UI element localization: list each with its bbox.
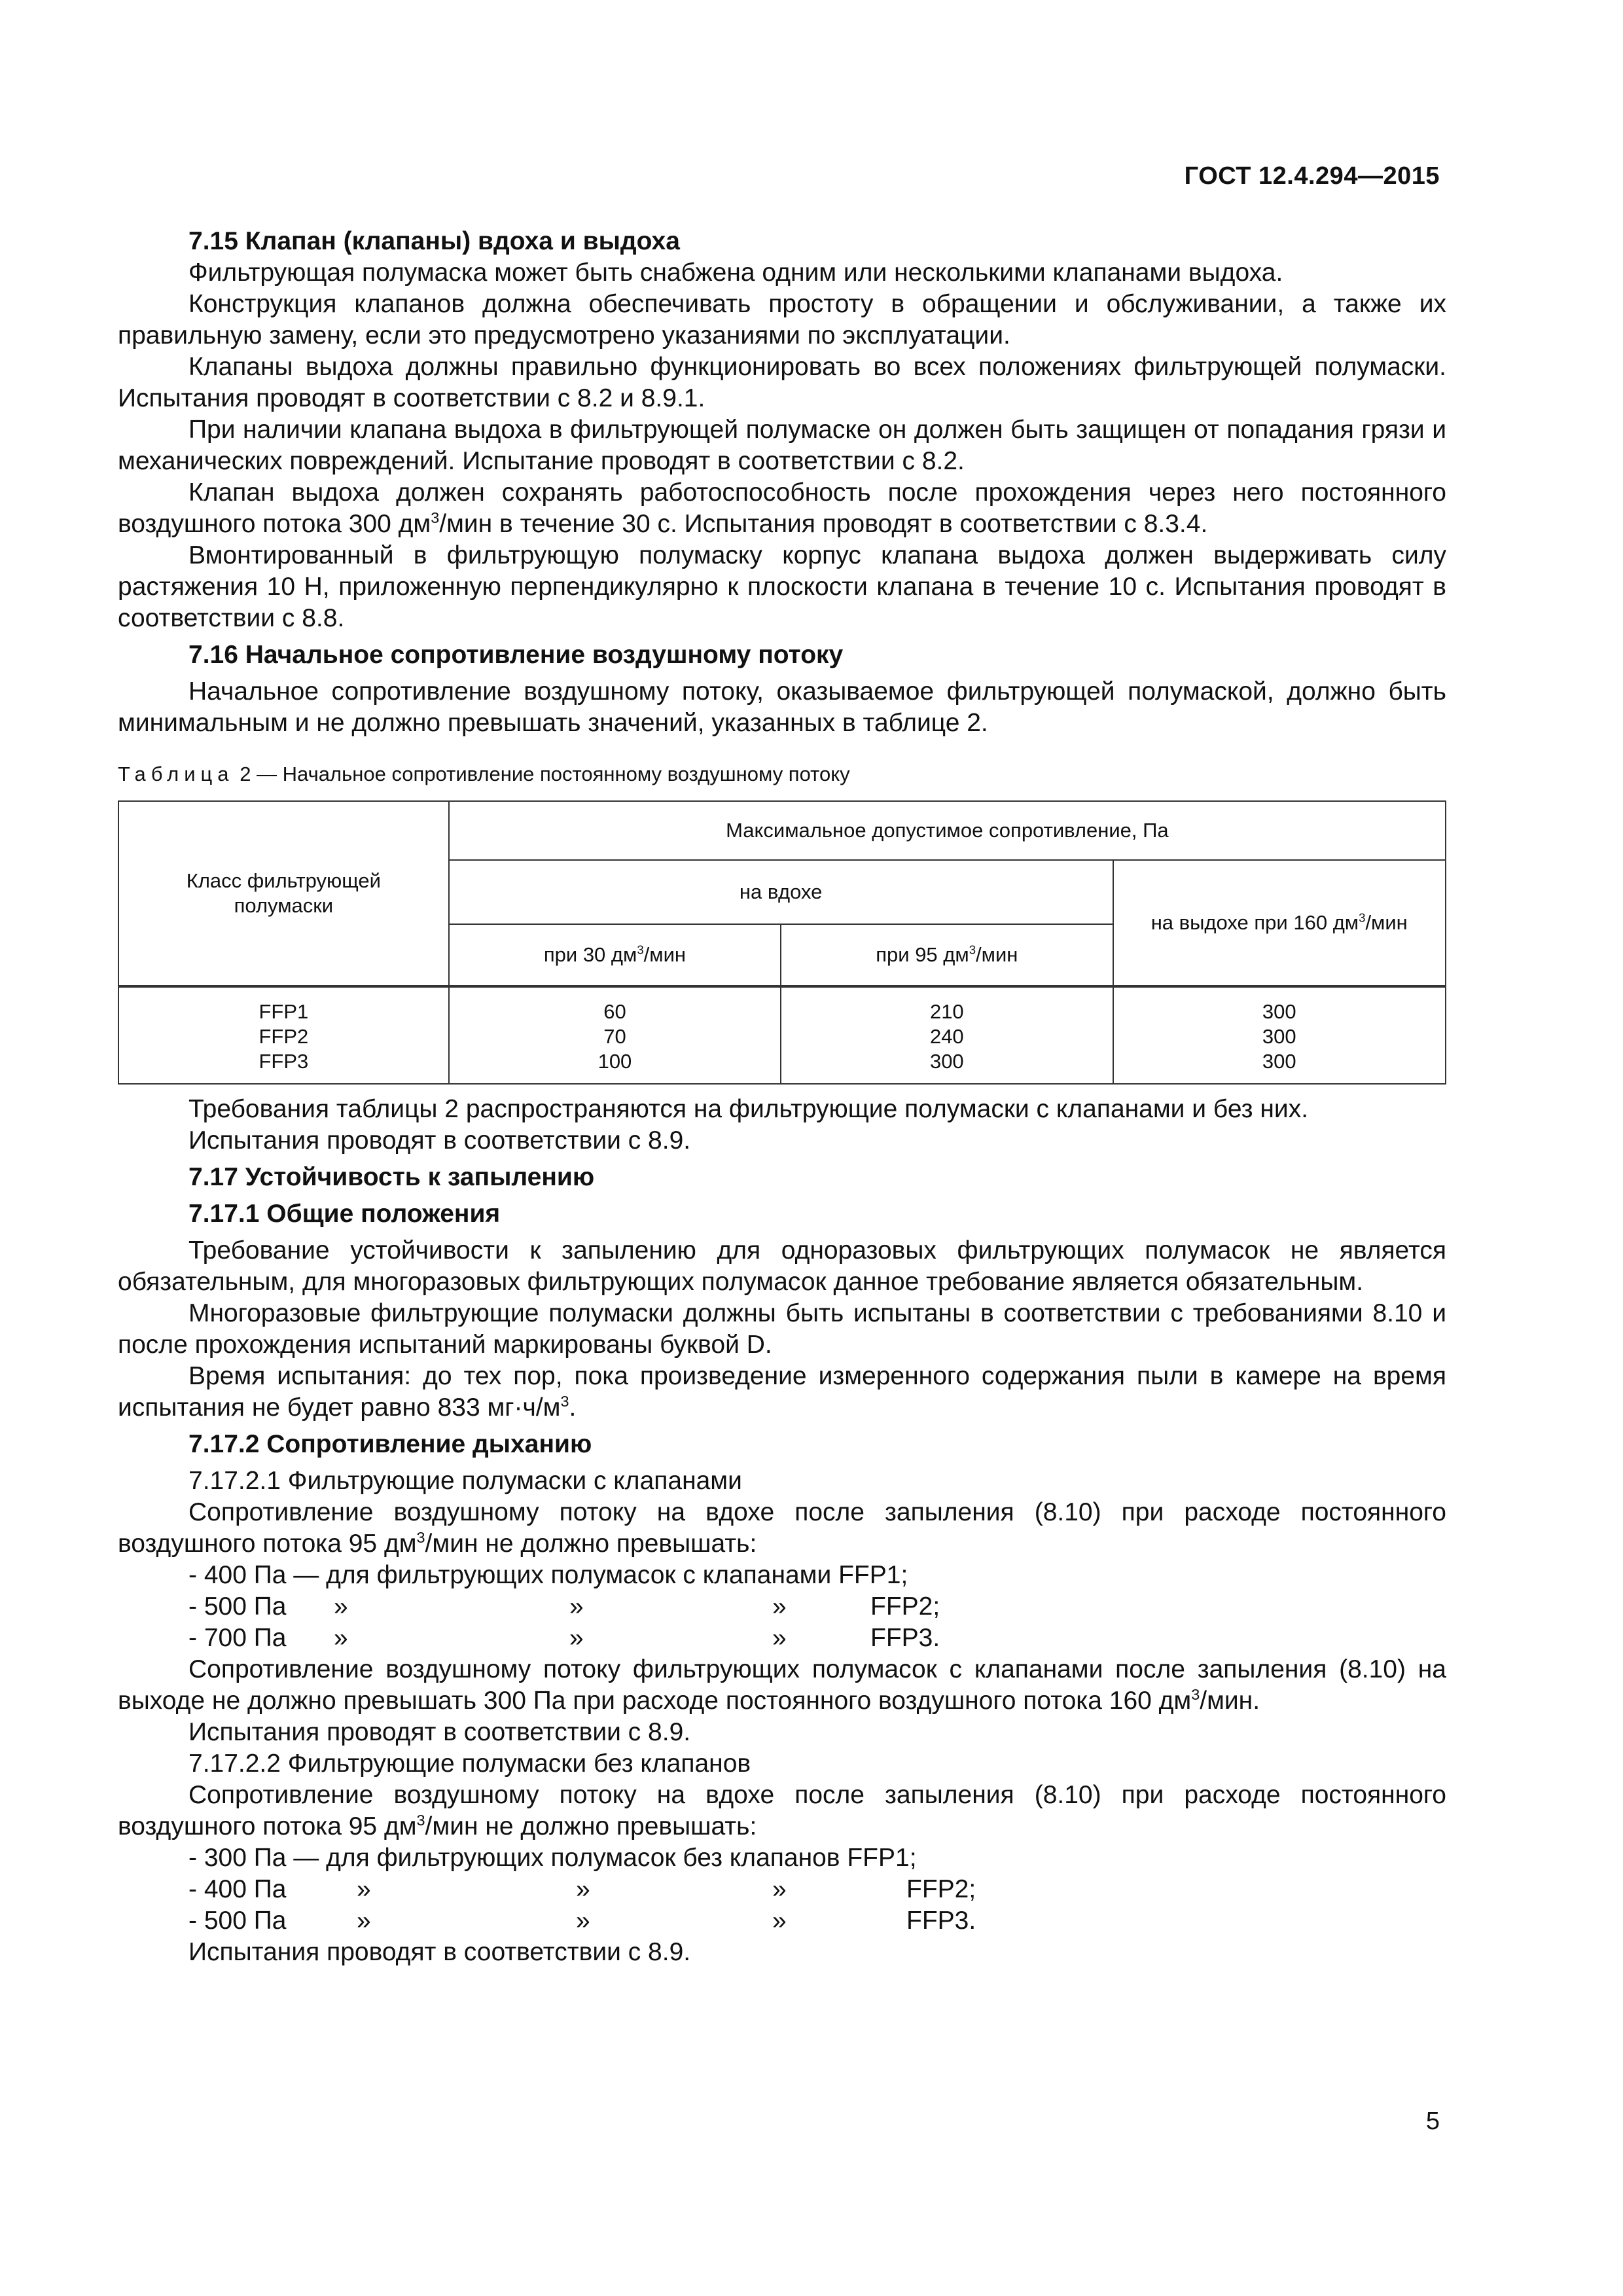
subsection-7-17-2-1-heading: 7.17.2.1 Фильтрующие полумаски с клапанами <box>188 1467 742 1495</box>
table-header-exhale: на выдохе при 160 $дм^3$/мин <box>1113 860 1446 986</box>
resistance-table <box>118 800 1446 1085</box>
section-7-17-heading: 7.17 Устойчивость к запылению <box>188 1163 595 1191</box>
list-item: - 300 Па — для фильтрующих полумасок без клапанов FFP1; <box>188 1844 917 1872</box>
paragraph: Клапаны выдоха должны правильно функционировать во всех положениях фильтрующей полумаски. Испытания проводят в соответствии с 8.2 и 8.9.1. <box>118 353 1446 412</box>
paragraph: Испытания проводят в соответствии с 8.9. <box>188 1718 691 1746</box>
list-item: - 400 Па » » » FFP2; <box>188 1875 976 1903</box>
table-cell-exhale: 300 300 300 <box>1113 986 1446 1084</box>
table-cell-class: FFP1 FFP2 FFP3 <box>118 986 449 1084</box>
subsection-7-17-2-2-heading: 7.17.2.2 Фильтрующие полумаски без клапанов <box>188 1749 751 1778</box>
table-caption: Таблица 2 — Начальное сопротивление постоянному воздушному потоку <box>118 762 850 785</box>
table-header-inhale: на вдохе <box>449 860 1113 924</box>
section-7-17-2-heading: 7.17.2 Сопротивление дыханию <box>188 1430 592 1458</box>
paragraph: Сопротивление воздушному потоку на вдохе после запыления (8.10) при расходе постоянного воздушного потока 95 $дм^3$/мин не должно превышать: <box>118 1781 1446 1840</box>
table-header-30: при 30 $дм^3$/мин <box>449 924 781 986</box>
document-body <box>118 226 1446 1968</box>
table-header-95: при 95 $дм^3$/мин <box>781 924 1113 986</box>
paragraph: Клапан выдоха должен сохранять работоспособность после прохождения через него постоянного воздушного потока 300 $дм^3$/мин в течение 30 с. Испытания проводят в соответствии с 8.3.4. <box>118 478 1446 538</box>
list-item: - 500 Па » » » FFP2; <box>188 1592 940 1621</box>
section-7-17-1-heading: 7.17.1 Общие положения <box>188 1200 501 1228</box>
standard-number: ГОСТ 12.4.294—2015 <box>1184 162 1440 190</box>
paragraph: Вмонтированный в фильтрующую полумаску корпус клапана выдоха должен выдерживать силу растяжения 10 Н, приложенную перпендикулярно к плоскости клапана в течение 10 с. Испытания проводят в соответствии с 8.8. <box>118 541 1446 632</box>
section-7-16-heading: 7.16 Начальное сопротивление воздушному потоку <box>188 641 844 669</box>
paragraph: Фильтрующая полумаска может быть снабжена одним или несколькими клапанами выдоха. <box>188 259 1283 287</box>
section-7-15-heading: 7.15 Клапан (клапаны) вдоха и выдоха <box>188 227 680 255</box>
requirement-list <box>118 1560 1446 1654</box>
requirement-list <box>118 1842 1446 1937</box>
table-header-max: Максимальное допустимое сопротивление, Па <box>449 801 1446 860</box>
list-item: - 400 Па — для фильтрующих полумасок с клапанами FFP1; <box>188 1561 908 1589</box>
paragraph: При наличии клапана выдоха в фильтрующей полумаске он должен быть защищен от попадания грязи и механических повреждений. Испытание проводят в соответствии с 8.2. <box>118 416 1446 475</box>
page-number: 5 <box>1425 2108 1440 2135</box>
paragraph: Испытания проводят в соответствии с 8.9. <box>188 1938 691 1966</box>
paragraph: Время испытания: до тех пор, пока произведение измеренного содержания пыли в камере на время испытания не будет равно 833 $мг\cdot ч/м^3$. <box>118 1362 1446 1422</box>
list-item: - 500 Па » » » FFP3. <box>188 1907 976 1935</box>
table-body <box>118 986 1446 1084</box>
paragraph: Многоразовые фильтрующие полумаски должны быть испытаны в соответствии с требованиями 8.10 и после прохождения испытаний маркированы буквой D. <box>118 1299 1446 1359</box>
paragraph: Конструкция клапанов должна обеспечивать простоту в обращении и обслуживании, а также их правильную замену, если это предусмотрено указаниями по эксплуатации. <box>118 290 1446 350</box>
paragraph: Сопротивление воздушному потоку на вдохе после запыления (8.10) при расходе постоянного воздушного потока 95 $дм^3$/мин не должно превышать: <box>118 1498 1446 1558</box>
table-cell-95: 210 240 300 <box>781 986 1113 1084</box>
list-item: - 700 Па » » » FFP3. <box>188 1624 940 1652</box>
paragraph: Требования таблицы 2 распространяются на фильтрующие полумаски с клапанами и без них. <box>188 1095 1309 1123</box>
paragraph: Испытания проводят в соответствии с 8.9. <box>188 1126 691 1155</box>
table-header-class: Класс фильтрующей полумаски <box>118 801 449 986</box>
table-cell-30: 60 70 100 <box>449 986 781 1084</box>
paragraph: Требование устойчивости к запылению для одноразовых фильтрующих полумасок не является обязательным, для многоразовых фильтрующих полумасок данное требование является обязательным. <box>118 1236 1446 1296</box>
paragraph: Начальное сопротивление воздушному потоку, оказываемое фильтрующей полумаской, должно быть минимальным и не должно превышать значений, указанных в таблице 2. <box>118 677 1446 737</box>
paragraph: Сопротивление воздушному потоку фильтрующих полумасок с клапанами после запыления (8.10) на выходе не должно превышать 300 Па при расходе постоянного воздушного потока 160 $дм^3$/мин. <box>118 1655 1446 1715</box>
